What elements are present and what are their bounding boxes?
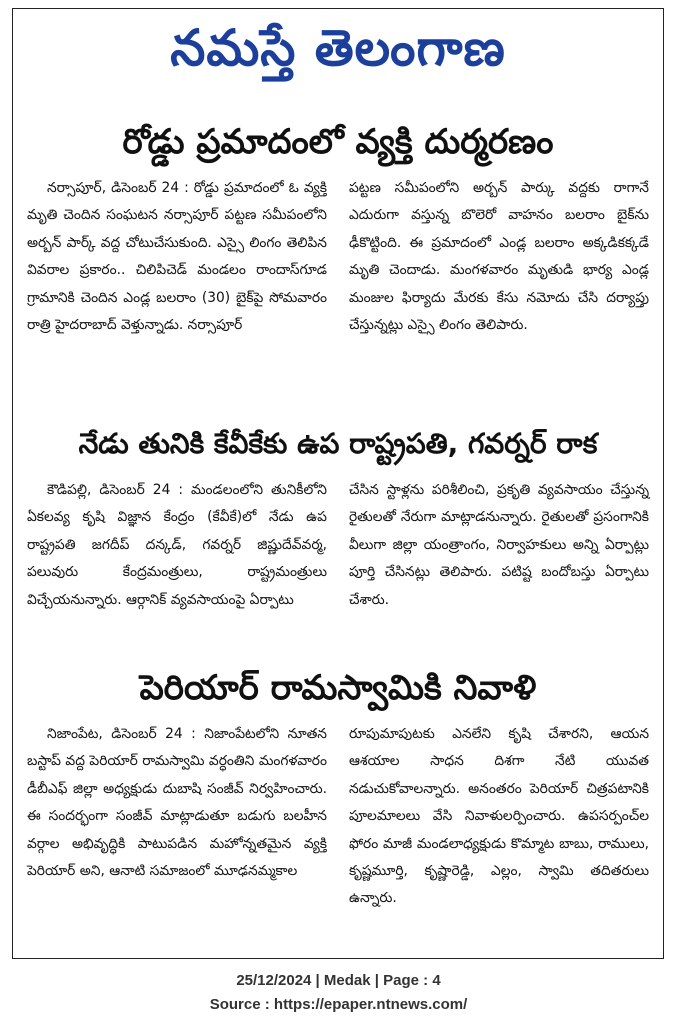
masthead-title: నమస్తే తెలంగాణ: [170, 18, 506, 77]
newspaper-clipping: [12, 8, 664, 959]
article-text: కౌడిపల్లి, డిసెంబర్ 24 : మండలంలోని తునికీలోని ఏకలవ్య కృషి విజ్ఞాన కేంద్రం (కేవీకే)లో నేడు ఉప రాష్ట్రపతి జగదీప్ దన్కడ్, గవర్నర్ జిష్ణుదేవ్‌వర్మ, పలువురు కేంద్రమంత్రులు, రాష్ట్రమంత్రులు విచ్చేయనున్నారు. ఆర్గానిక్ వ్యవసాయంపై ఏర్పాటు: [27, 482, 327, 608]
article-text: నర్సాపూర్, డిసెంబర్ 24 : రోడ్డు ప్రమాదంలో ఓ వ్యక్తి మృతి చెందిన సంఘటన నర్సాపూర్ పట్టణ సమీపంలోని అర్బన్ పార్క్ వద్ద చోటుచేసుకుంది. ఎస్సై లింగం తెలిపిన వివరాల ప్రకారం.. చిలిపిచెడ్ మండలం రాందాస్‌గూడ గ్రామానికి చెందిన ఎండ్ల బలరాం (30) బైక్‌పై సోమవారం రాత్రి హైదరాబాద్ వెళ్తున్నాడు. నర్సాపూర్: [27, 180, 327, 334]
article-text: చేసిన స్టాళ్లను పరిశీలించి, ప్రకృతి వ్యవసాయం చేస్తున్న రైతులతో నేరుగా మాట్లాడనున్నారు. రైతులతో ప్రసంగానికి వీలుగా జిల్లా యంత్రాంగం, నిర్వాహకులు అన్ని ఏర్పాట్లు పూర్తి చేసినట్లు తెలిపారు. పటిష్ట బందోబస్తు ఏర్పాటు చేశారు.: [349, 482, 649, 608]
article-road-accident: [27, 119, 649, 339]
article-column-left: [27, 175, 327, 339]
article-text: నిజాంపేట, డిసెంబర్ 24 : నిజాంపేటలోని నూతన బస్టాప్ వద్ద పెరియార్ రామస్వామి వర్ధంతిని మంగళవారం డీబీఎఫ్ జిల్లా అధ్యక్షుడు దుబాషి సంజీవ్ నిర్వహించారు. ఈ సందర్భంగా సంజీవ్ మాట్లాడుతూ బడుగు బలహీన వర్గాల అభివృద్ధికి పాటుపడిన మహోన్నతమైన వ్యక్తి పెరియార్ అని, ఆనాటి సమాజంలో మూఢనమ్మకాల: [27, 726, 327, 880]
article-column-left: [27, 477, 327, 614]
footer-date-edition-page: 25/12/2024 | Medak | Page : 4: [236, 972, 441, 989]
article-column-right: [349, 721, 649, 913]
footer-source-link[interactable]: Source : https://epaper.ntnews.com/: [209, 996, 468, 1013]
headline: రోడ్డు ప్రమాదంలో వ్యక్తి దుర్మరణం: [122, 122, 554, 162]
article-vice-president-visit: [27, 421, 649, 614]
article-text: పట్టణ సమీపంలోని అర్బన్ పార్కు వద్దకు రాగానే ఎదురుగా వస్తున్న బొలెరో వాహనం బలరాం బైక్‌ను ఢీకొట్టింది. ఈ ప్రమాదంలో ఎండ్ల బలరాం అక్కడికక్కడే మృతి చెందాడు. మంగళవారం మృతుడి భార్య ఎండ్ల మంజుల ఫిర్యాదు మేరకు కేసు నమోదు చేసి దర్యాప్తు చేస్తున్నట్లు ఎస్సై లింగం తెలిపారు.: [349, 180, 649, 334]
article-column-right: [349, 477, 649, 614]
article-column-right: [349, 175, 649, 339]
headline: నేడు తునికి కేవీకేకు ఉప రాష్ట్రపతి, గవర్నర్ రాక: [78, 427, 598, 460]
article-column-left: [27, 721, 327, 913]
article-text: రూపుమాపుటకు ఎనలేని కృషి చేశారని, ఆయన ఆశయాల సాధన దిశగా నేటి యువత నడుచుకోవాలన్నారు. అనంతరం పెరియార్ చిత్రపటానికి పూలమాలలు వేసి నివాళులర్పించారు. ఉపసర్పంచ్‌ల ఫోరం మాజీ మండలాధ్యక్షుడు కొమ్మాట బాబు, రాములు, కృష్ణమూర్తి, కృష్ణారెడ్డి, ఎల్లం, స్వామి తదితరులు ఉన్నారు.: [349, 726, 649, 907]
headline: పెరియార్ రామస్వామికి నివాళి: [139, 668, 537, 708]
article-periyar-tribute: [27, 665, 649, 913]
